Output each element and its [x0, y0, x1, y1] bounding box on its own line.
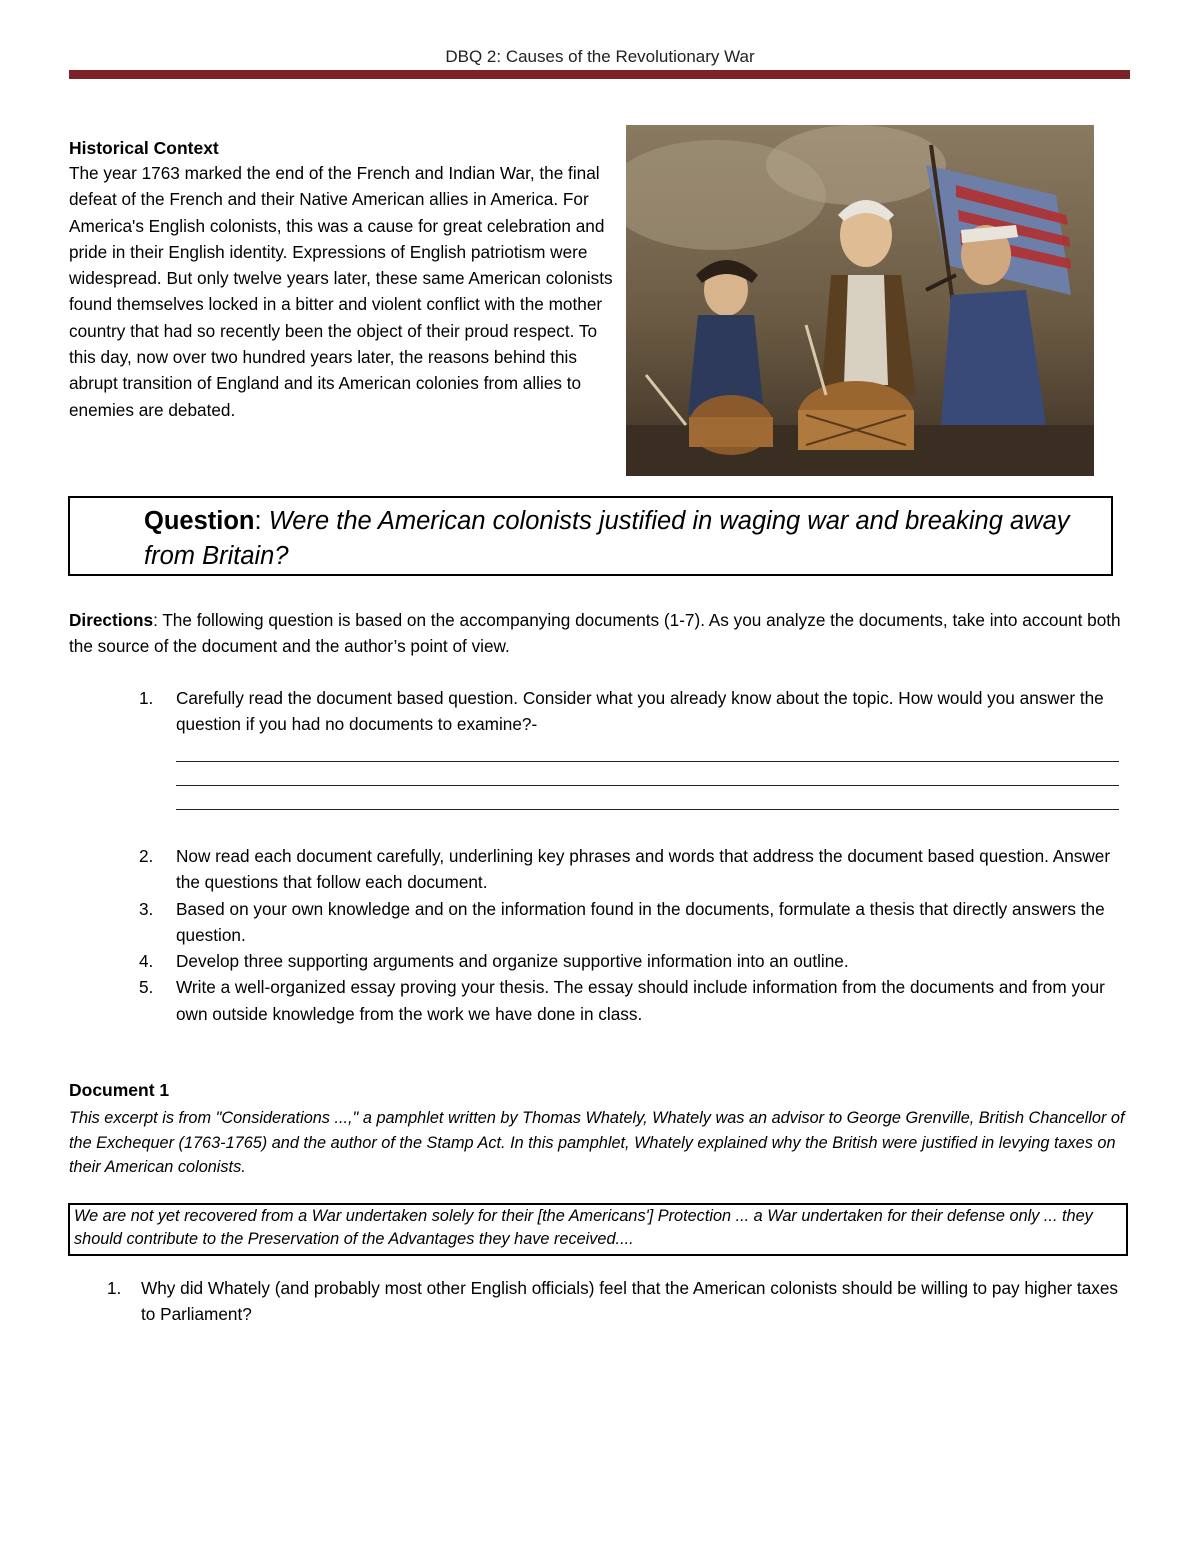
document-1-excerpt-box	[68, 1203, 1128, 1256]
question-label: Question	[144, 507, 255, 535]
historical-context-heading: Historical Context	[69, 138, 219, 158]
question-text	[144, 504, 1114, 574]
answer-line[interactable]	[176, 762, 1119, 786]
historical-context-section	[69, 136, 614, 423]
steps-list-part-2	[69, 843, 1129, 1027]
document-1-excerpt: We are not yet recovered from a War undertaken solely for their [the Americans'] Protection ... a War undertaken for their defense only ... they should contribute to the Preservation of the Advantages they have received....	[74, 1207, 1093, 1248]
question-body: Were the American colonists justified in waging war and breaking away from Britain?	[144, 507, 1070, 570]
answer-line[interactable]	[176, 738, 1119, 762]
step-text: Write a well-organized essay proving your thesis. The essay should include information from the documents and from your own outside knowledge from the work we have done in class.	[176, 977, 1105, 1024]
list-item	[69, 843, 1129, 896]
step-number: 2.	[139, 846, 154, 866]
historical-context-text: The year 1763 marked the end of the French and Indian War, the final defeat of the French and their Native American allies in America. For America's English colonists, this was a cause for great celebration and pride in their English identity. Expressions of English patriotism were widespread. But only twelve years later, these same American colonists found themselves locked in a bitter and violent conflict with the mother country that had so recently been the object of their proud respect. To this day, now over two hundred years later, the reasons behind this abrupt transition of England and its American colonies from allies to enemies are debated.	[69, 163, 613, 420]
document-1-intro: This excerpt is from "Considerations ...," a pamphlet written by Thomas Whately, Whately was an advisor to George Grenville, British Chancellor of the Exchequer (1763-1765) and the author of the Stamp Act. In this pamphlet, Whately explained why the British were justified in levying taxes on their American colonists.	[69, 1109, 1125, 1176]
question-number: 1.	[107, 1278, 122, 1298]
steps-list-part-1	[69, 685, 1129, 810]
step-number: 5.	[139, 977, 154, 998]
revolutionary-painting-image	[626, 125, 1094, 476]
step-number: 4.	[139, 951, 154, 972]
page-header-title: DBQ 2: Causes of the Revolutionary War	[445, 47, 755, 66]
step-text: Carefully read the document based question. Consider what you already know about the topic. How would you answer the question if you had no documents to examine?-	[176, 688, 1104, 735]
directions-text: The following question is based on the accompanying documents (1-7). As you analyze the documents, take into account both the source of the document and the author’s point of view.	[69, 610, 1121, 657]
header-divider	[69, 70, 1130, 79]
step-text: Based on your own knowledge and on the information found in the documents, formulate a thesis that directly answers the question.	[176, 898, 1105, 945]
answer-line[interactable]	[176, 786, 1119, 810]
painting-illustration	[626, 125, 1094, 476]
list-item	[69, 948, 1129, 974]
list-item	[69, 974, 1129, 1027]
question-text: Why did Whately (and probably most other English officials) feel that the American colonists should be willing to pay higher taxes to Parliament?	[141, 1278, 1119, 1325]
directions-paragraph	[69, 607, 1129, 660]
step-number: 1.	[139, 688, 154, 708]
document-1-question	[69, 1275, 1129, 1328]
question-box	[68, 496, 1113, 576]
document-1-heading: Document 1	[69, 1080, 170, 1100]
question-separator: :	[254, 507, 269, 535]
list-item	[69, 896, 1129, 949]
step-text: Now read each document carefully, underlining key phrases and words that address the document based question. Answer the questions that follow each document.	[176, 846, 1111, 893]
list-item	[69, 685, 1129, 810]
list-item	[69, 1275, 1129, 1328]
directions-label: Directions	[69, 610, 154, 630]
step-number: 3.	[139, 898, 154, 919]
step-text: Develop three supporting arguments and organize supportive information into an outline.	[176, 951, 849, 972]
directions-separator: :	[153, 610, 163, 630]
